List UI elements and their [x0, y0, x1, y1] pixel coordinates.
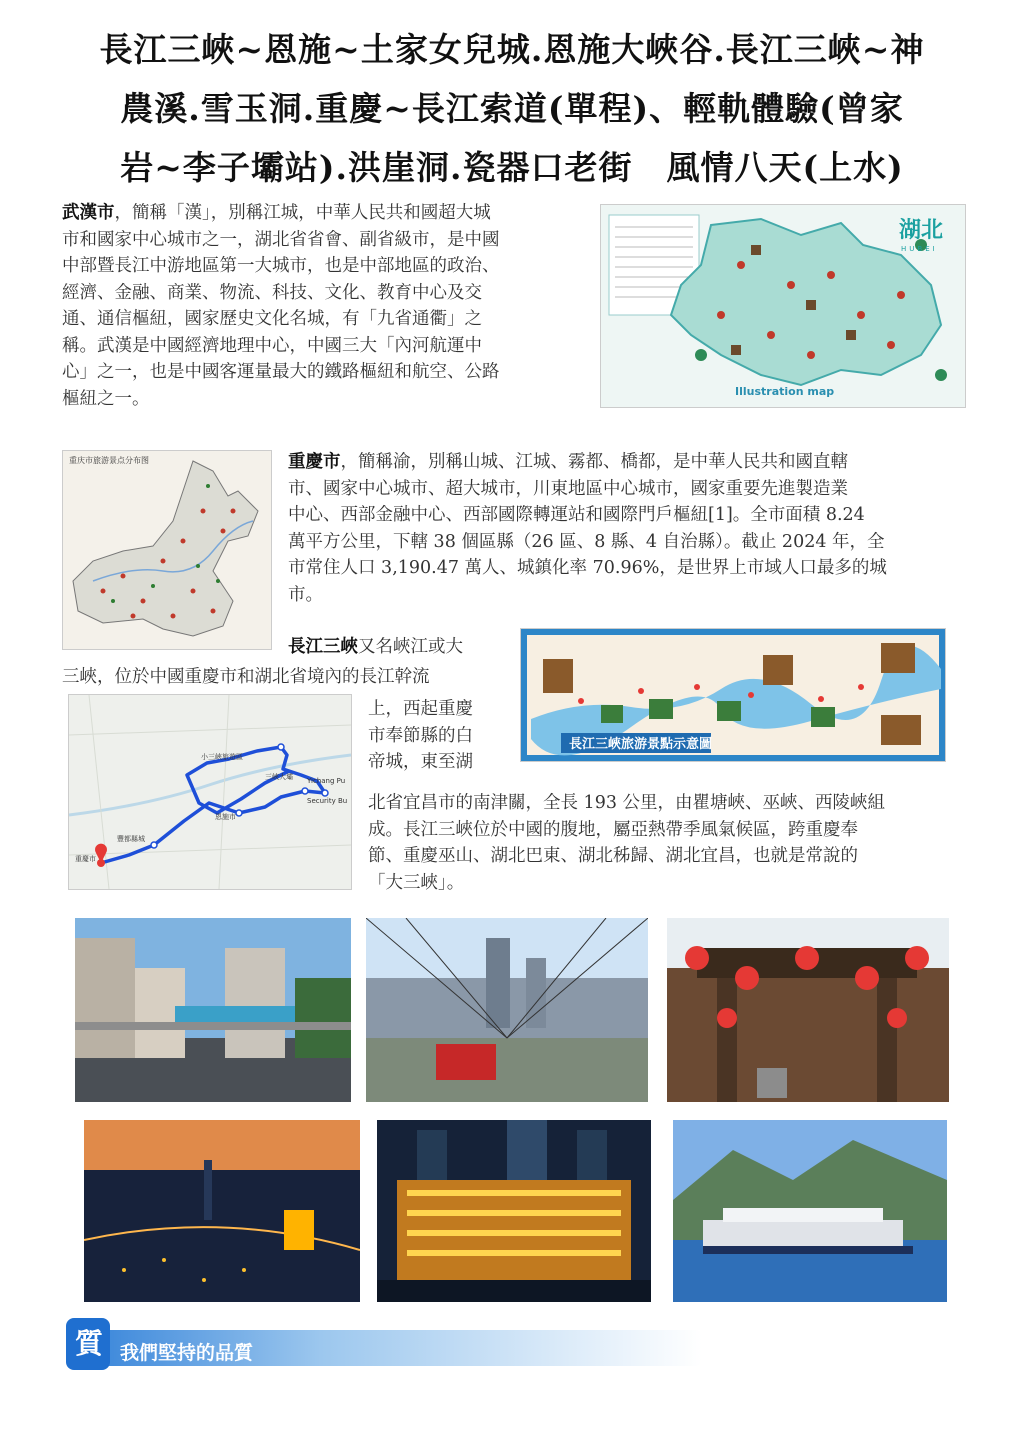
wuhan-text: 中部暨長江中游地區第一大城市，也是中部地區的政治、: [62, 256, 500, 276]
photo-monorail: [75, 918, 351, 1102]
gorges-map-title: 長江三峽旅游景點示意圖: [569, 737, 713, 752]
threegorges-text: 上，西起重慶: [368, 699, 473, 719]
hubei-map-subtitle: HUBEI: [901, 245, 938, 253]
threegorges-text: 帝城，東至湖: [368, 752, 473, 772]
wuhan-text: 樞紐之一。: [62, 388, 150, 409]
route-label-chongqing: 重慶市: [75, 855, 96, 863]
chongqing-text: 萬平方公里，下轄 38 個區縣（26 區、8 縣、4 自治縣）。截止 2024 年，全: [288, 531, 885, 552]
title-line-2: 農溪.雪玉洞.重慶~長江索道(單程)、輕軌體驗(曾家: [120, 89, 904, 128]
wuhan-text: 稱。武漢是中國經濟地理中心，中國三大「內河航運中: [62, 335, 482, 356]
wuhan-text: 經濟、金融、商業、物流、科技、文化、教育中心及交: [62, 282, 482, 303]
hubei-illustration-map: [600, 204, 966, 408]
photo-ciqikou-gate: [667, 918, 949, 1102]
threegorges-name: 長江三峽: [288, 637, 358, 657]
threegorges-text: 「大三峽」。: [368, 872, 465, 893]
photo-cruise-ship: [673, 1120, 947, 1302]
quality-icon: 質: [74, 1327, 103, 1360]
chongqing-text: 市。: [288, 584, 323, 605]
wuhan-name: 武漢市: [62, 203, 115, 223]
route-map: [68, 694, 352, 890]
wuhan-text: 通、通信樞紐，國家歷史文化名城，有「九省通衢」之: [62, 309, 482, 329]
threegorges-text-1: [288, 634, 463, 661]
route-label-fengdu: 豐都縣城: [117, 835, 145, 843]
title-line-1: 長江三峽~恩施~土家女兒城.恩施大峽谷.長江三峽~神: [99, 30, 925, 69]
threegorges-text: 節、重慶巫山、湖北巴東、湖北秭歸、湖北宜昌，也就是常說的: [368, 846, 858, 866]
photo-cableway: [366, 918, 648, 1102]
threegorges-text: 北省宜昌市的南津關，全長 193 公里，由瞿塘峽、巫峽、西陵峽組: [368, 793, 886, 813]
wuhan-paragraph: [62, 200, 590, 412]
threegorges-text: 三峽，位於中國重慶市和湖北省境內的長江幹流: [62, 667, 430, 687]
page-title: [40, 20, 984, 197]
title-line-3: 岩~李子壩站).洪崖洞.瓷器口老街 風情八天(上水): [120, 148, 904, 187]
chongqing-paragraph: [288, 449, 964, 608]
route-label-xiaosanxia: 小三峽旅遊區: [201, 753, 243, 761]
hubei-map-caption: Illustration map: [735, 385, 835, 398]
chongqing-text: 市、國家中心城市、超大城市，川東地區中心城市，國家重要先進製造業: [288, 478, 848, 499]
threegorges-text-4: [368, 790, 968, 896]
wuhan-text: ，簡稱「漢」，別稱江城，中華人民共和國超大城: [114, 203, 491, 223]
chongqing-text: 中心、西部金融中心、西部國際轉運站和國際門戶樞紐[1]。全市面積 8.24: [288, 505, 865, 525]
threegorges-text-3: [368, 696, 498, 776]
wuhan-text: 市和國家中心城市之一，湖北省省會、副省級市，是中國: [62, 229, 500, 250]
route-label-yichang: Yichang Pu: [307, 777, 346, 785]
chongqing-name: 重慶市: [288, 452, 341, 472]
chongqing-tourist-map: [62, 450, 272, 650]
threegorges-text: 成。長江三峽位於中國的腹地，屬亞熱帶季風氣候區，跨重慶奉: [368, 819, 858, 840]
photo-yellow-crane-night: [84, 1120, 360, 1302]
threegorges-text: 又名峽江或大: [358, 637, 463, 657]
chongqing-text: ，簡稱渝，別稱山城、江城、霧都、橋都，是中華人民共和國直轄: [340, 452, 848, 472]
chongqing-text: 市常住人口 3,190.47 萬人、城鎮化率 70.96%，是世界上市域人口最多的城: [288, 558, 887, 578]
threegorges-text-2: [62, 664, 430, 691]
route-label-security: Security Bu: [307, 797, 348, 805]
threegorges-text: 市奉節縣的白: [368, 725, 473, 746]
hubei-map-title: 湖北: [899, 218, 944, 243]
photo-hongyadong-night: [377, 1120, 651, 1302]
quality-banner-text: 我們堅持的品質: [120, 1342, 254, 1364]
chongqing-map-title: 重庆市旅游景点分布图: [69, 456, 149, 465]
route-label-enshi: 恩施市: [215, 813, 236, 821]
wuhan-text: 心」之一，也是中國客運量最大的鐵路樞紐和航空、公路: [62, 362, 500, 382]
route-label-sanxia: 三峽大壩: [265, 773, 293, 781]
quality-banner: [66, 1314, 702, 1374]
three-gorges-tourist-map: [520, 628, 946, 762]
